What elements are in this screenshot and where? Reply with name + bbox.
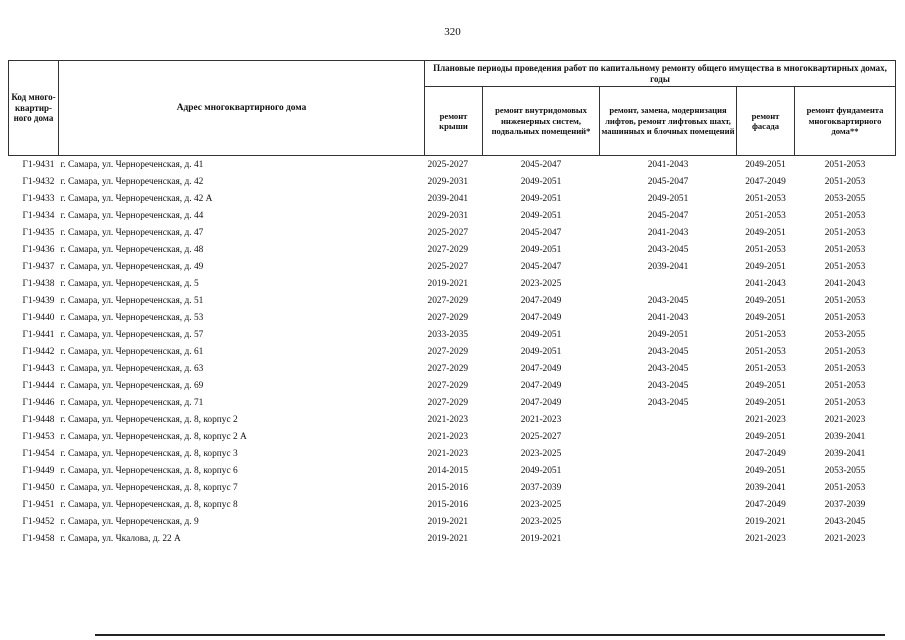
row-code: Г1-9435	[22, 227, 55, 238]
row-foundation: 2051-2053	[824, 312, 866, 323]
row-facade: 2047-2049	[745, 176, 786, 187]
row-roof: 2027-2029	[427, 380, 469, 391]
row-address: г. Самара, ул. Чернореченская, д. 44	[60, 210, 204, 221]
row-engineering: 2019-2021	[520, 533, 562, 544]
row-code: Г1-9449	[22, 465, 55, 476]
row-lifts	[600, 530, 737, 547]
row-code: Г1-9438	[22, 278, 55, 289]
row-foundation: 2051-2053	[824, 227, 866, 238]
row-engineering: 2023-2025	[520, 448, 562, 459]
row-code: Г1-9442	[22, 346, 55, 357]
header-facade: ремонт фасада	[737, 87, 795, 156]
row-code: Г1-9453	[22, 431, 55, 442]
row-lifts	[600, 428, 737, 445]
header-foundation: ремонт фундамента многоквартирного дома**	[795, 87, 896, 156]
row-foundation: 2043-2045	[824, 516, 866, 527]
row-code: Г1-9441	[22, 329, 55, 340]
row-address: г. Самара, ул. Чернореченская, д. 41	[60, 159, 204, 170]
row-roof: 2021-2023	[427, 431, 469, 442]
table-row	[9, 309, 896, 326]
row-foundation: 2051-2053	[824, 482, 866, 493]
table-row	[9, 190, 896, 207]
row-facade: 2021-2023	[745, 414, 786, 425]
row-lifts: 2045-2047	[647, 176, 689, 187]
row-lifts	[600, 496, 737, 513]
row-facade: 2051-2053	[745, 329, 786, 340]
row-engineering: 2049-2051	[520, 346, 562, 357]
row-code: Г1-9432	[22, 176, 55, 187]
row-roof: 2021-2023	[427, 448, 469, 459]
row-engineering: 2045-2047	[520, 227, 562, 238]
row-address: г. Самара, ул. Чернореченская, д. 42 А	[60, 193, 213, 204]
row-foundation: 2039-2041	[824, 448, 866, 459]
row-facade: 2049-2051	[745, 295, 786, 306]
row-foundation: 2051-2053	[824, 261, 866, 272]
table-row	[9, 377, 896, 394]
row-foundation: 2051-2053	[824, 295, 866, 306]
row-foundation: 2053-2055	[824, 465, 866, 476]
row-roof: 2027-2029	[427, 312, 469, 323]
row-facade: 2051-2053	[745, 193, 786, 204]
row-roof: 2033-2035	[427, 329, 469, 340]
header-address: Адрес многоквартирного дома	[59, 61, 425, 156]
header-lifts: ремонт, замена, модернизация лифтов, ремонт лифтовых шахт, машинных и блочных помещений	[600, 87, 737, 156]
row-lifts: 2041-2043	[647, 227, 689, 238]
row-address: г. Самара, ул. Чернореченская, д. 8, корпус 6	[60, 465, 238, 476]
row-address: г. Самара, ул. Чернореченская, д. 69	[60, 380, 204, 391]
page-number: 320	[444, 26, 461, 38]
row-facade: 2049-2051	[745, 397, 786, 408]
row-code: Г1-9439	[22, 295, 55, 306]
table-row	[9, 428, 896, 445]
row-facade: 2049-2051	[745, 380, 786, 391]
row-facade: 2021-2023	[745, 533, 786, 544]
row-engineering: 2047-2049	[520, 312, 562, 323]
row-address: г. Самара, ул. Чернореченская, д. 48	[60, 244, 204, 255]
row-code: Г1-9452	[22, 516, 55, 527]
row-roof: 2025-2027	[427, 227, 469, 238]
table-row	[9, 411, 896, 428]
row-code: Г1-9454	[22, 448, 55, 459]
row-engineering: 2047-2049	[520, 363, 562, 374]
row-foundation: 2051-2053	[824, 176, 866, 187]
row-engineering: 2049-2051	[520, 329, 562, 340]
row-code: Г1-9448	[22, 414, 55, 425]
row-code: Г1-9434	[22, 210, 55, 221]
row-lifts: 2043-2045	[647, 363, 689, 374]
row-roof: 2015-2016	[427, 499, 469, 510]
row-roof: 2025-2027	[427, 159, 469, 170]
repair-schedule-table	[8, 60, 896, 547]
row-facade: 2039-2041	[745, 482, 786, 493]
row-facade: 2049-2051	[745, 261, 786, 272]
row-lifts	[600, 445, 737, 462]
row-roof: 2015-2016	[427, 482, 469, 493]
table-row	[9, 394, 896, 411]
table-row	[9, 479, 896, 496]
row-roof: 2027-2029	[427, 295, 469, 306]
row-roof: 2029-2031	[427, 176, 469, 187]
row-engineering: 2047-2049	[520, 397, 562, 408]
table-row	[9, 360, 896, 377]
row-lifts: 2049-2051	[647, 193, 689, 204]
row-foundation: 2053-2055	[824, 329, 866, 340]
row-facade: 2051-2053	[745, 244, 786, 255]
row-foundation: 2021-2023	[824, 414, 866, 425]
row-engineering: 2049-2051	[520, 244, 562, 255]
row-address: г. Самара, ул. Чернореченская, д. 8, корпус 2 А	[60, 431, 247, 442]
row-code: Г1-9444	[22, 380, 55, 391]
row-engineering: 2023-2025	[520, 499, 562, 510]
row-lifts	[600, 513, 737, 530]
row-facade: 2049-2051	[745, 227, 786, 238]
row-address: г. Самара, ул. Чернореченская, д. 9	[60, 516, 199, 527]
row-facade: 2051-2053	[745, 346, 786, 357]
table-row	[9, 462, 896, 479]
row-address: г. Самара, ул. Чернореченская, д. 51	[60, 295, 204, 306]
row-address: г. Самара, ул. Чернореченская, д. 8, корпус 2	[60, 414, 238, 425]
row-engineering: 2047-2049	[520, 380, 562, 391]
header-roof: ремонт крыши	[425, 87, 483, 156]
row-facade: 2047-2049	[745, 448, 786, 459]
row-address: г. Самара, ул. Чернореченская, д. 49	[60, 261, 204, 272]
table-row	[9, 173, 896, 190]
row-foundation: 2051-2053	[824, 363, 866, 374]
row-engineering: 2037-2039	[520, 482, 562, 493]
row-roof: 2027-2029	[427, 397, 469, 408]
row-facade: 2049-2051	[745, 465, 786, 476]
header-engineering: ремонт внутридомовых инженерных систем, подвальных помещений*	[483, 87, 600, 156]
row-engineering: 2049-2051	[520, 210, 562, 221]
row-roof: 2039-2041	[427, 193, 469, 204]
row-roof: 2019-2021	[427, 278, 469, 289]
row-engineering: 2049-2051	[520, 465, 562, 476]
row-facade: 2051-2053	[745, 210, 786, 221]
row-foundation: 2037-2039	[824, 499, 866, 510]
row-roof: 2027-2029	[427, 244, 469, 255]
row-code: Г1-9431	[22, 159, 55, 170]
row-lifts: 2041-2043	[647, 159, 689, 170]
row-foundation: 2051-2053	[824, 380, 866, 391]
table-row	[9, 275, 896, 292]
header-code: Код много-квартир-ного дома	[9, 61, 59, 156]
row-lifts: 2041-2043	[647, 312, 689, 323]
row-engineering: 2049-2051	[520, 176, 562, 187]
row-code: Г1-9450	[22, 482, 55, 493]
row-lifts: 2043-2045	[647, 295, 689, 306]
row-facade: 2049-2051	[745, 159, 786, 170]
table-row	[9, 258, 896, 275]
row-roof: 2025-2027	[427, 261, 469, 272]
row-engineering: 2045-2047	[520, 261, 562, 272]
table-row	[9, 530, 896, 547]
row-roof: 2019-2021	[427, 516, 469, 527]
row-foundation: 2051-2053	[824, 346, 866, 357]
row-roof: 2021-2023	[427, 414, 469, 425]
row-lifts: 2043-2045	[647, 346, 689, 357]
bottom-rule	[95, 634, 885, 636]
row-address: г. Самара, ул. Чернореченская, д. 8, корпус 3	[60, 448, 238, 459]
row-address: г. Самара, ул. Чкалова, д. 22 А	[60, 533, 181, 544]
row-engineering: 2047-2049	[520, 295, 562, 306]
row-engineering: 2023-2025	[520, 278, 562, 289]
row-code: Г1-9443	[22, 363, 55, 374]
row-roof: 2029-2031	[427, 210, 469, 221]
row-lifts: 2039-2041	[647, 261, 689, 272]
row-address: г. Самара, ул. Чернореченская, д. 57	[60, 329, 204, 340]
table-row	[9, 156, 896, 174]
row-foundation: 2051-2053	[824, 244, 866, 255]
row-lifts: 2043-2045	[647, 397, 689, 408]
table-row	[9, 513, 896, 530]
table-row	[9, 292, 896, 309]
row-roof: 2014-2015	[427, 465, 469, 476]
row-engineering: 2025-2027	[520, 431, 562, 442]
row-code: Г1-9446	[22, 397, 55, 408]
row-engineering: 2045-2047	[520, 159, 562, 170]
row-engineering: 2049-2051	[520, 193, 562, 204]
table-row	[9, 326, 896, 343]
row-roof: 2027-2029	[427, 346, 469, 357]
row-facade: 2049-2051	[745, 431, 786, 442]
row-lifts	[600, 479, 737, 496]
row-address: г. Самара, ул. Чернореченская, д. 47	[60, 227, 204, 238]
row-address: г. Самара, ул. Чернореченская, д. 42	[60, 176, 204, 187]
row-code: Г1-9433	[22, 193, 55, 204]
row-roof: 2019-2021	[427, 533, 469, 544]
row-engineering: 2021-2023	[520, 414, 562, 425]
table-row	[9, 445, 896, 462]
table-body	[9, 156, 896, 548]
row-address: г. Самара, ул. Чернореченская, д. 5	[60, 278, 199, 289]
row-lifts	[600, 411, 737, 428]
table-row	[9, 224, 896, 241]
row-engineering: 2023-2025	[520, 516, 562, 527]
row-lifts: 2049-2051	[647, 329, 689, 340]
row-roof: 2027-2029	[427, 363, 469, 374]
table-row	[9, 343, 896, 360]
row-address: г. Самара, ул. Чернореченская, д. 63	[60, 363, 204, 374]
row-code: Г1-9440	[22, 312, 55, 323]
row-facade: 2041-2043	[745, 278, 786, 289]
row-foundation: 2021-2023	[824, 533, 866, 544]
row-foundation: 2051-2053	[824, 210, 866, 221]
row-address: г. Самара, ул. Чернореченская, д. 61	[60, 346, 204, 357]
row-foundation: 2041-2043	[824, 278, 866, 289]
row-code: Г1-9451	[22, 499, 55, 510]
row-code: Г1-9458	[22, 533, 55, 544]
row-facade: 2049-2051	[745, 312, 786, 323]
row-facade: 2047-2049	[745, 499, 786, 510]
row-lifts: 2045-2047	[647, 210, 689, 221]
table-row	[9, 241, 896, 258]
table-row	[9, 496, 896, 513]
header-group: Плановые периоды проведения работ по капитальному ремонту общего имущества в многоквартирных домах, годы	[425, 61, 896, 87]
row-foundation: 2051-2053	[824, 397, 866, 408]
row-code: Г1-9436	[22, 244, 55, 255]
row-address: г. Самара, ул. Чернореченская, д. 8, корпус 7	[60, 482, 238, 493]
row-foundation: 2053-2055	[824, 193, 866, 204]
row-lifts: 2043-2045	[647, 244, 689, 255]
row-code: Г1-9437	[22, 261, 55, 272]
row-lifts	[600, 275, 737, 292]
row-lifts: 2043-2045	[647, 380, 689, 391]
row-foundation: 2039-2041	[824, 431, 866, 442]
row-facade: 2051-2053	[745, 363, 786, 374]
table-row	[9, 207, 896, 224]
row-address: г. Самара, ул. Чернореченская, д. 8, корпус 8	[60, 499, 238, 510]
row-facade: 2019-2021	[745, 516, 786, 527]
table-header	[9, 61, 896, 156]
row-address: г. Самара, ул. Чернореченская, д. 53	[60, 312, 204, 323]
row-address: г. Самара, ул. Черноречeнская, д. 71	[60, 397, 204, 408]
row-lifts	[600, 462, 737, 479]
row-foundation: 2051-2053	[824, 159, 866, 170]
